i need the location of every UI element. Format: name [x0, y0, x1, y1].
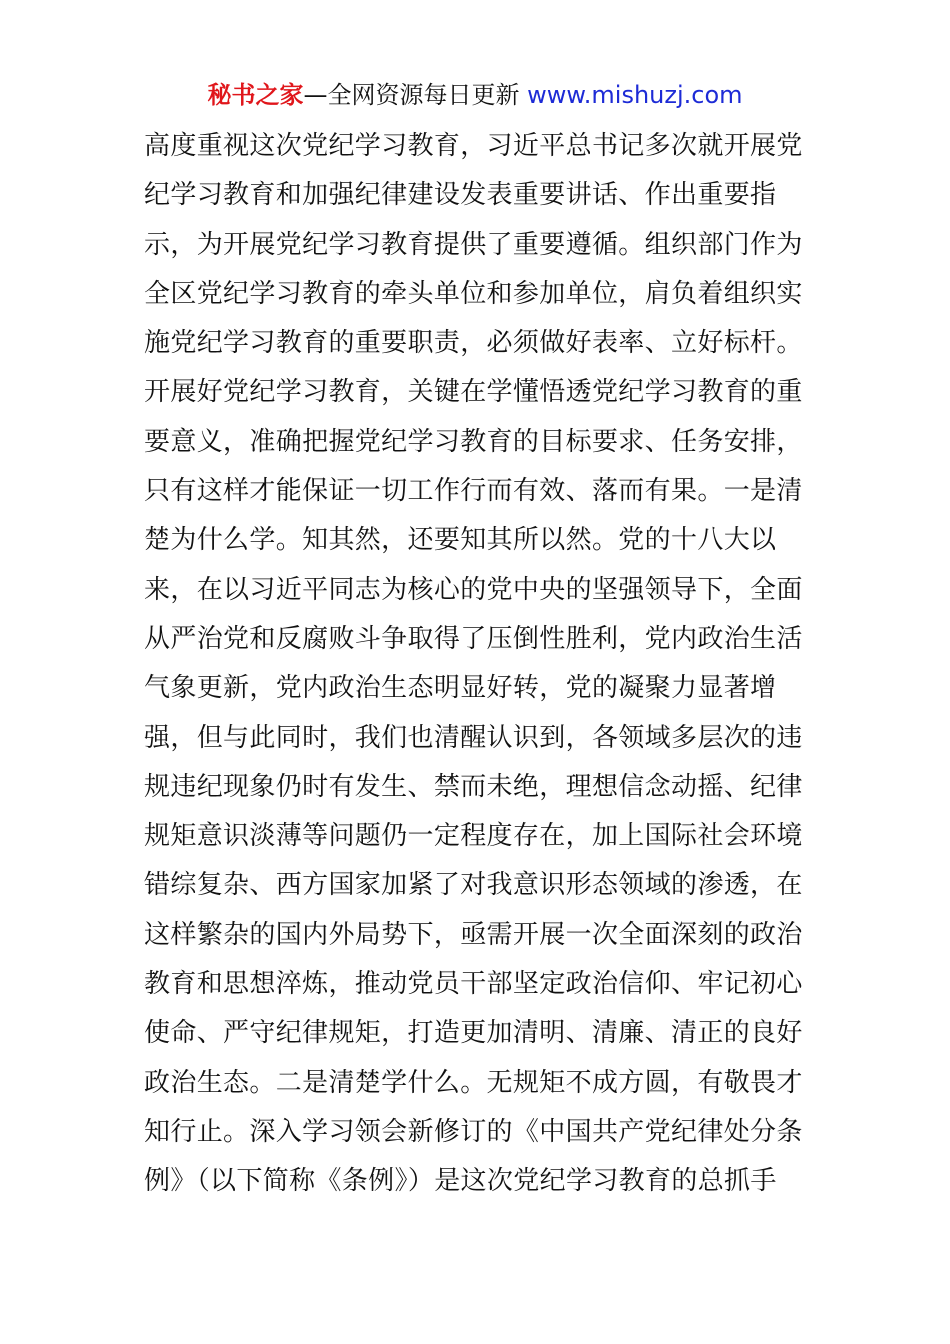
text-line: 开展好党纪学习教育，关键在学懂悟透党纪学习教育的重 [144, 377, 803, 408]
site-tagline: —全网资源每日更新 [303, 81, 520, 109]
text-line: 全区党纪学习教育的牵头单位和参加单位，肩负着组织实 [144, 278, 803, 309]
text-line: 气象更新，党内政治生态明显好转，党的凝聚力显著增 [144, 673, 777, 704]
text-line: 高度重视这次党纪学习教育，习近平总书记多次就开展党 [144, 131, 803, 161]
text-line: 施党纪学习教育的重要职责，必须做好表率、立好标杆。 [144, 328, 803, 359]
site-header [0, 78, 950, 112]
text-line: 错综复杂、西方国家加紧了对我意识形态领域的渗透，在 [144, 870, 803, 901]
text-line: 规违纪现象仍时有发生、禁而未绝，理想信念动摇、纪律 [144, 771, 803, 802]
text-line: 强，但与此同时，我们也清醒认识到，各领域多层次的违 [144, 722, 803, 753]
text-line: 使命、严守纪律规矩，打造更加清明、清廉、清正的良好 [144, 1018, 803, 1049]
text-line: 例》（以下简称《条例》）是这次党纪学习教育的总抓手 [144, 1166, 777, 1197]
document-body [144, 122, 824, 1207]
text-line: 规矩意识淡薄等问题仍一定程度存在，加上国际社会环境 [144, 821, 803, 852]
text-line: 楚为什么学。知其然，还要知其所以然。党的十八大以 [144, 525, 777, 556]
text-line: 要意义，准确把握党纪学习教育的目标要求、任务安排， [144, 426, 803, 457]
text-line: 这样繁杂的国内外局势下，亟需开展一次全面深刻的政治 [144, 919, 803, 950]
site-url-link[interactable]: www.mishuzj.com [519, 81, 743, 109]
text-line: 来，在以习近平同志为核心的党中央的坚强领导下，全面 [144, 574, 803, 605]
text-line: 只有这样才能保证一切工作行而有效、落而有果。一是清 [144, 476, 803, 507]
text-line: 教育和思想淬炼，推动党员干部坚定政治信仰、牢记初心 [144, 969, 803, 1000]
text-line: 纪学习教育和加强纪律建设发表重要讲话、作出重要指 [144, 180, 777, 211]
site-brand: 秘书之家 [207, 81, 304, 109]
text-line: 政治生态。二是清楚学什么。无规矩不成方圆，有敬畏才 [144, 1067, 803, 1098]
text-line: 知行止。深入学习领会新修订的《中国共产党纪律处分条 [144, 1116, 803, 1147]
text-line: 从严治党和反腐败斗争取得了压倒性胜利，党内政治生活 [144, 623, 803, 654]
text-line: 示，为开展党纪学习教育提供了重要遵循。组织部门作为 [144, 229, 803, 260]
